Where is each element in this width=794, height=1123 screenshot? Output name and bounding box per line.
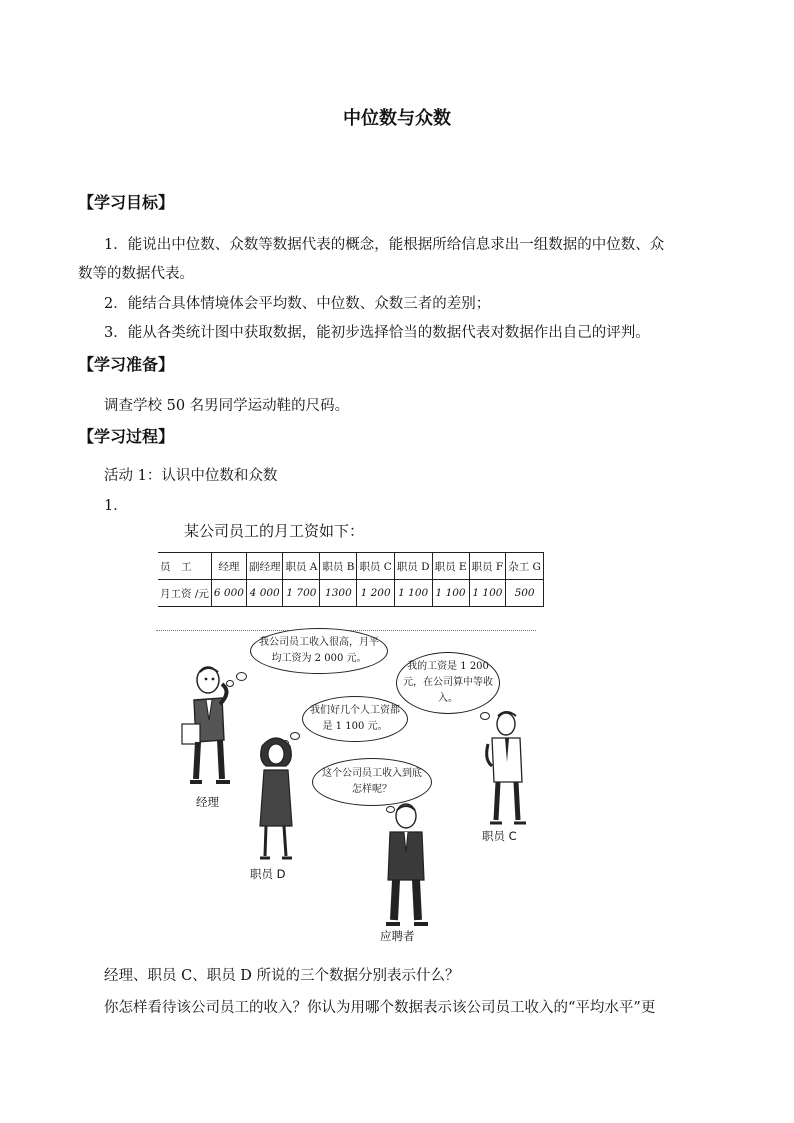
bubble-trail-dot bbox=[236, 672, 247, 681]
process-heading: 【学习过程】 bbox=[78, 427, 175, 446]
wage-value-cell: 6 000 bbox=[211, 580, 246, 607]
clerk-d-label-text: 职员 D bbox=[250, 867, 286, 881]
wage-value-cell: 500 bbox=[506, 580, 544, 607]
wage-table-value-row bbox=[158, 580, 543, 607]
manager-bubble-text: 我公司员工收入很高，月平均工资为 2 000 元。 bbox=[259, 637, 379, 664]
wage-value-cell: 1 700 bbox=[283, 580, 320, 607]
wage-figure bbox=[156, 514, 540, 954]
prep-text: 调查学校 50 名男同学运动鞋的尺码。 bbox=[104, 398, 350, 414]
wage-value-cell: 1 100 bbox=[469, 580, 506, 607]
page-title: 中位数与众数 bbox=[343, 108, 451, 129]
applicant-bubble-text: 这个公司员工收入到底怎样呢？ bbox=[322, 768, 422, 795]
goal-item-1: 1．能说出中位数、众数等数据代表的概念，能根据所给信息求出一组数据的中位数、众 bbox=[104, 237, 665, 253]
prep-heading: 【学习准备】 bbox=[78, 355, 175, 374]
question-1: 经理、职员 C、职员 D 所说的三个数据分别表示什么？ bbox=[104, 968, 460, 984]
wage-table bbox=[158, 552, 544, 607]
wage-value-cell: 1 100 bbox=[432, 580, 469, 607]
clerk-c-bubble bbox=[396, 652, 500, 714]
wage-header-cell: 职员 B bbox=[320, 553, 357, 580]
wage-value-cell: 1 200 bbox=[357, 580, 394, 607]
clerk-c-bubble-text: 我的工资是 1 200元，在公司算中等收入。 bbox=[403, 661, 493, 704]
clerk-d-figure bbox=[250, 736, 302, 866]
wage-table-header-row bbox=[158, 553, 543, 580]
wage-value-cell: 1 100 bbox=[394, 580, 432, 607]
goal-item-2: 2．能结合具体情境体会平均数、中位数、众数三者的差别； bbox=[104, 296, 491, 312]
activity-title: 活动 1：认识中位数和众数 bbox=[104, 468, 278, 484]
wage-row-label: 月工资 /元 bbox=[158, 580, 211, 607]
figure-caption: 某公司员工的月工资如下： bbox=[184, 522, 365, 540]
clerk-d-bubble bbox=[302, 696, 408, 742]
manager-label: 经理 bbox=[196, 795, 219, 809]
clerk-d-bubble-text: 我们好几个人工资都是 1 100 元。 bbox=[310, 705, 400, 732]
wage-value-cell: 4 000 bbox=[246, 580, 283, 607]
manager-bubble bbox=[250, 628, 388, 674]
manager-figure bbox=[176, 664, 236, 789]
wage-header-cell: 员 工 bbox=[158, 553, 211, 580]
item-number: 1． bbox=[104, 498, 128, 514]
wage-header-cell: 副经理 bbox=[246, 553, 283, 580]
clerk-c-label: 职员 C bbox=[482, 829, 517, 843]
wage-header-cell: 职员 A bbox=[283, 553, 320, 580]
wage-value-cell: 1300 bbox=[320, 580, 357, 607]
question-2: 你怎样看待该公司员工的收入？你认为用哪个数据表示该公司员工收入的“平均水平”更 bbox=[104, 1000, 656, 1016]
wage-header-cell: 杂工 G bbox=[506, 553, 544, 580]
wage-header-cell: 职员 C bbox=[357, 553, 394, 580]
wage-header-cell: 职员 D bbox=[394, 553, 432, 580]
applicant-label: 应聘者 bbox=[380, 929, 415, 943]
wage-header-cell: 经理 bbox=[211, 553, 246, 580]
clerk-c-figure bbox=[482, 710, 532, 830]
goal-item-3: 3．能从各类统计图中获取数据，能初步选择恰当的数据代表对数据作出自己的评判。 bbox=[104, 325, 650, 341]
applicant-bubble bbox=[312, 758, 432, 806]
wage-header-cell: 职员 E bbox=[432, 553, 469, 580]
goals-heading: 【学习目标】 bbox=[78, 193, 175, 212]
wage-header-cell: 职员 F bbox=[469, 553, 506, 580]
goal-item-1-cont: 数等的数据代表。 bbox=[78, 266, 194, 282]
applicant-figure bbox=[378, 802, 434, 932]
clerk-d-label bbox=[250, 866, 286, 882]
